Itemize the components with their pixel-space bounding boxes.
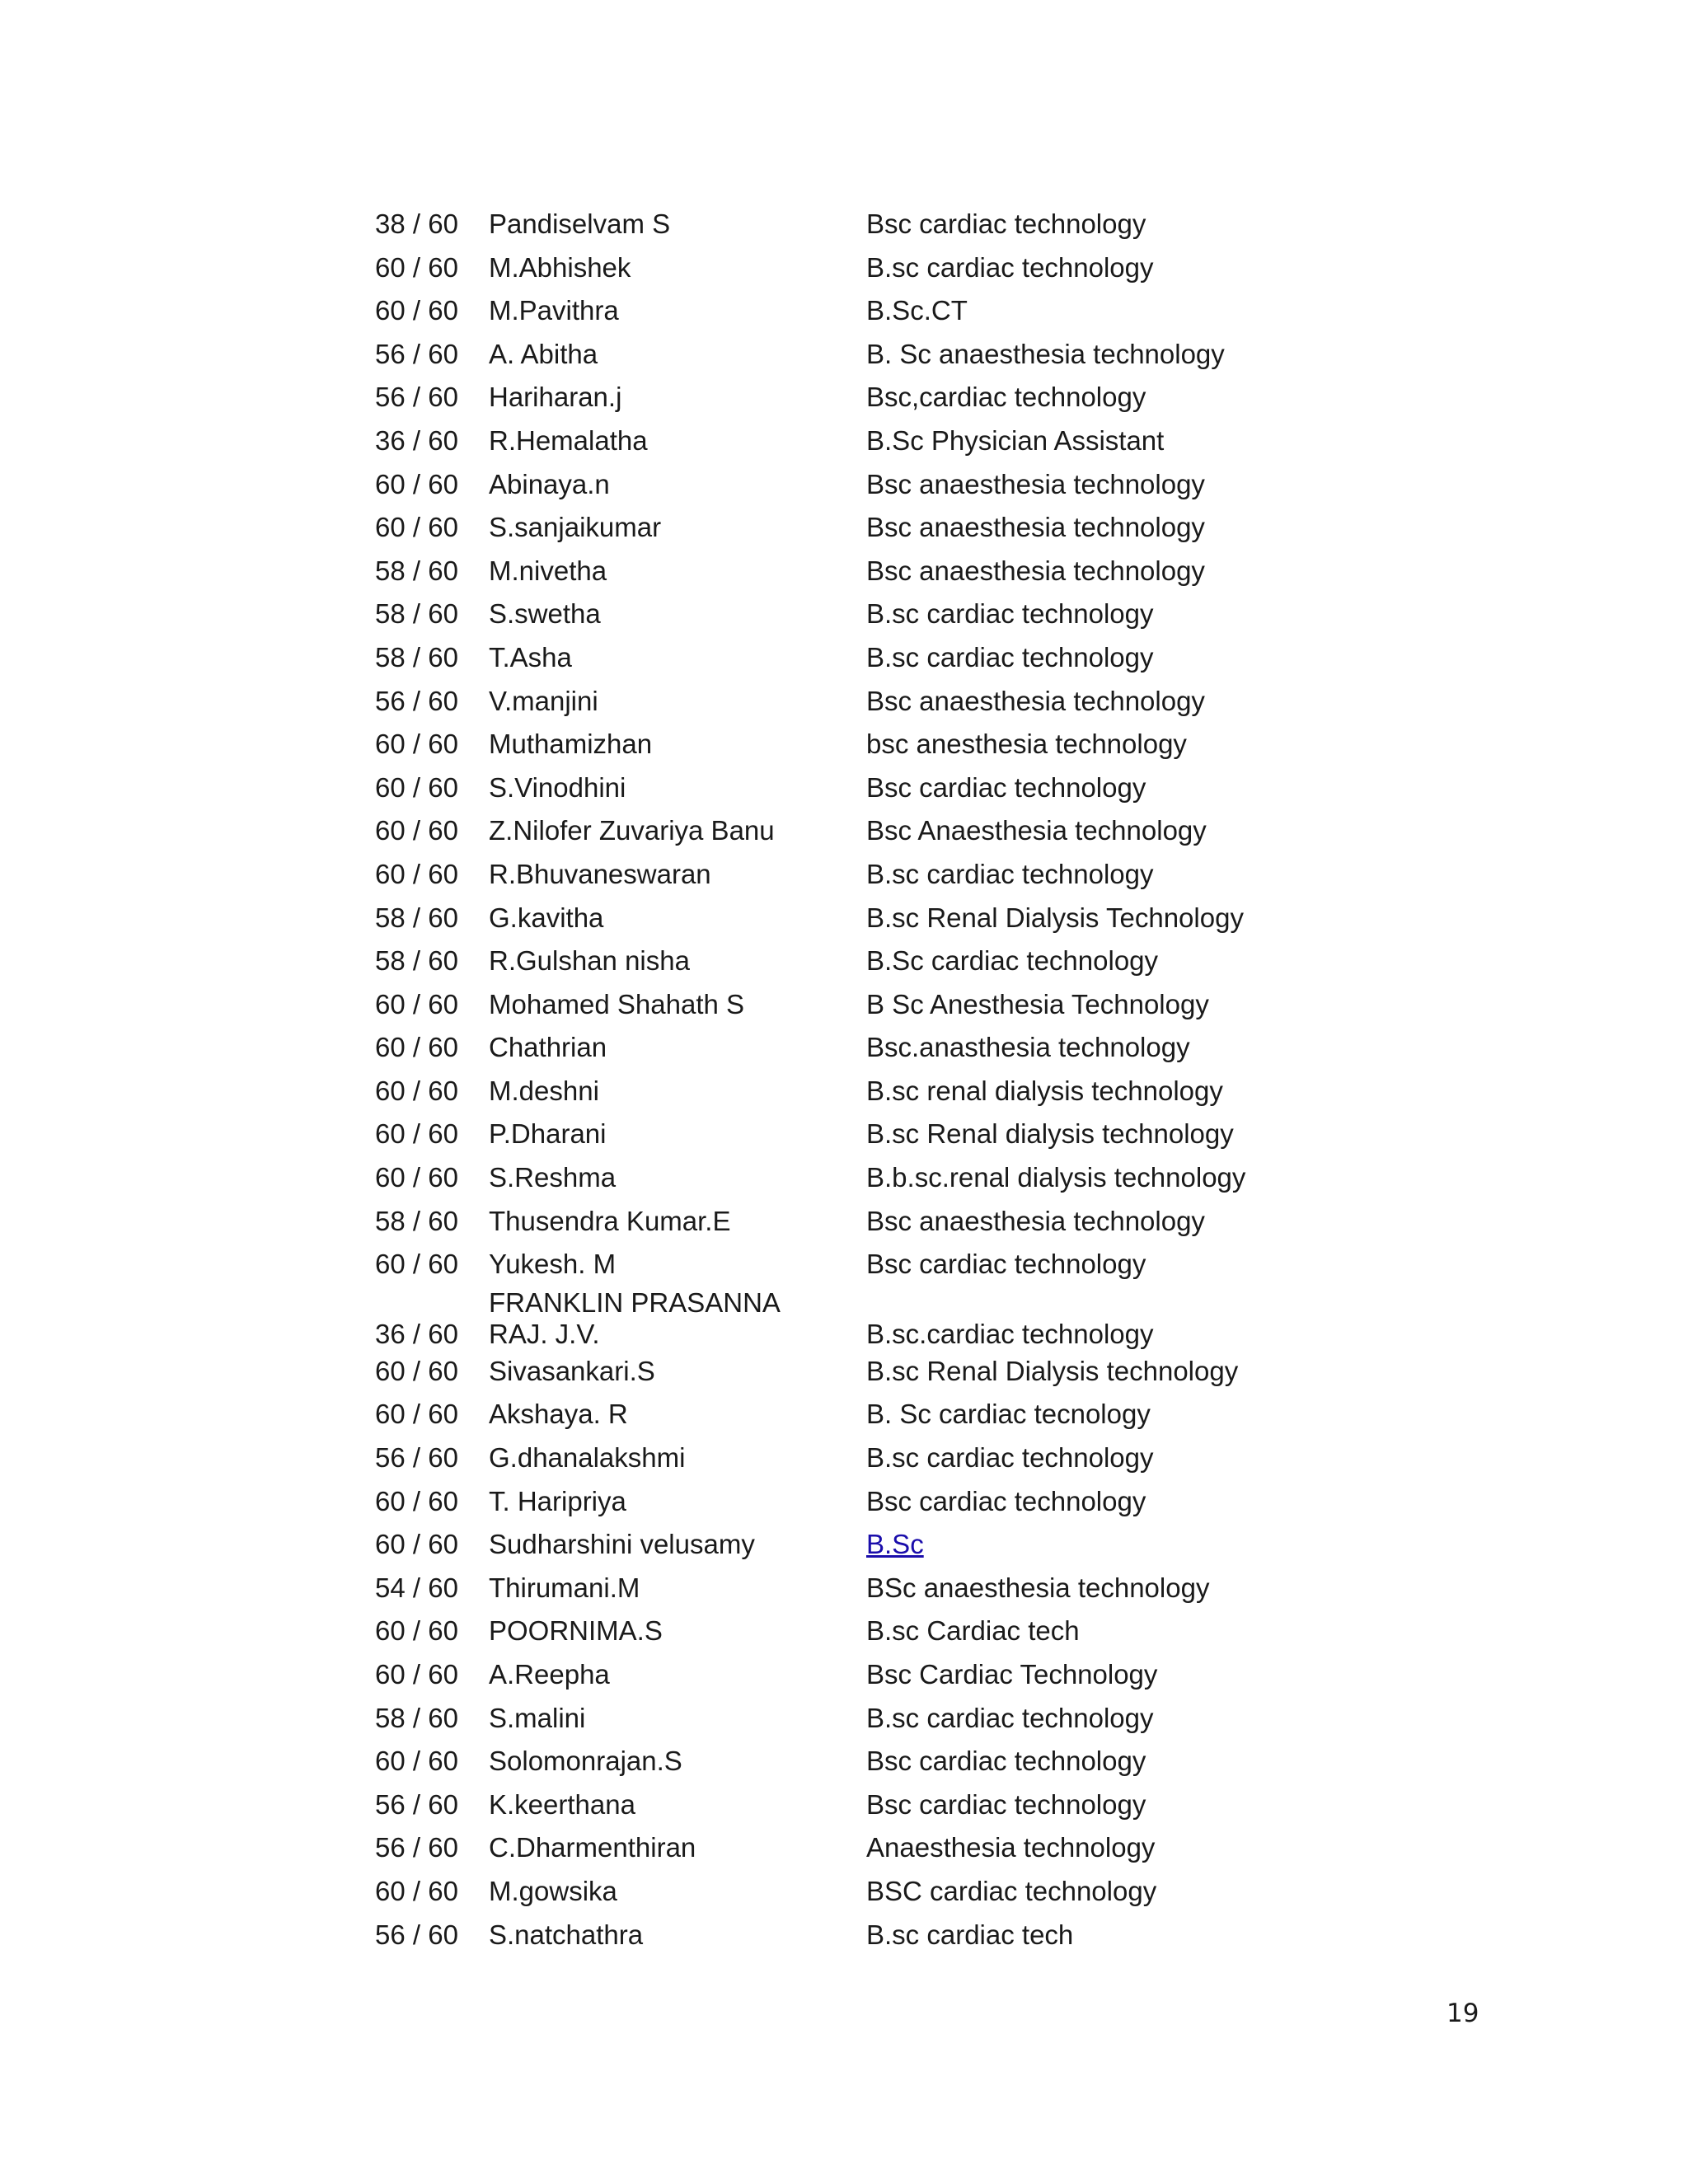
name-cell: Pandiselvam S bbox=[489, 209, 671, 239]
course-cell: B.Sc Physician Assistant bbox=[866, 424, 1165, 456]
score-cell: 56 / 60 bbox=[375, 1832, 458, 1863]
score-cell: 58 / 60 bbox=[375, 555, 458, 586]
score-cell: 60 / 60 bbox=[375, 1118, 458, 1150]
score-cell: 60 / 60 bbox=[375, 815, 458, 846]
score-cell: 60 / 60 bbox=[375, 512, 458, 543]
course-cell: B. Sc anaesthesia technology bbox=[866, 338, 1225, 369]
table-row bbox=[0, 1242, 1688, 1286]
table-row bbox=[0, 419, 1688, 462]
table-row bbox=[0, 679, 1688, 723]
score-cell: 58 / 60 bbox=[375, 1702, 458, 1733]
table-row bbox=[0, 1286, 1688, 1349]
score-cell: 58 / 60 bbox=[375, 598, 458, 630]
name-cell: K.keerthana bbox=[489, 1788, 635, 1820]
course-cell: Bsc Anaesthesia technology bbox=[866, 815, 1207, 846]
course-cell: bsc anesthesia technology bbox=[866, 729, 1187, 760]
table-row bbox=[0, 1025, 1688, 1069]
table-row bbox=[0, 1349, 1688, 1393]
table-row bbox=[0, 1825, 1688, 1869]
course-cell: B.b.sc.renal dialysis technology bbox=[866, 1162, 1246, 1193]
name-cell: Solomonrajan.S bbox=[489, 1746, 682, 1777]
score-cell: 60 / 60 bbox=[375, 1249, 458, 1280]
score-cell: 56 / 60 bbox=[375, 685, 458, 716]
course-cell: Bsc,cardiac technology bbox=[866, 382, 1146, 413]
score-cell: 56 / 60 bbox=[375, 1788, 458, 1820]
score-cell: 38 / 60 bbox=[375, 209, 458, 239]
course-cell: Bsc cardiac technology bbox=[866, 209, 1146, 239]
course-cell: B.sc cardiac technology bbox=[866, 641, 1154, 673]
course-cell: B.sc cardiac technology bbox=[866, 1702, 1154, 1733]
course-cell: B.sc Renal Dialysis technology bbox=[866, 1355, 1239, 1386]
score-cell: 60 / 60 bbox=[375, 1075, 458, 1106]
table-row bbox=[0, 375, 1688, 419]
course-cell: Bsc cardiac technology bbox=[866, 1249, 1146, 1280]
score-cell: 56 / 60 bbox=[375, 1442, 458, 1474]
name-cell: FRANKLIN PRASANNA RAJ. J.V. bbox=[489, 1286, 780, 1349]
table-row bbox=[0, 766, 1688, 809]
name-cell: M.Pavithra bbox=[489, 295, 619, 326]
table-row bbox=[0, 1392, 1688, 1436]
course-cell: Bsc anaesthesia technology bbox=[866, 1205, 1205, 1236]
score-cell: 60 / 60 bbox=[375, 1746, 458, 1777]
table-row bbox=[0, 982, 1688, 1026]
name-cell: POORNIMA.S bbox=[489, 1615, 663, 1647]
table-row bbox=[0, 288, 1688, 332]
course-cell: B. Sc cardiac tecnology bbox=[866, 1399, 1151, 1430]
table-row bbox=[0, 1069, 1688, 1113]
name-cell: R.Gulshan nisha bbox=[489, 945, 690, 977]
name-cell: T.Asha bbox=[489, 641, 572, 673]
name-cell: Thusendra Kumar.E bbox=[489, 1205, 731, 1236]
table-row bbox=[0, 896, 1688, 940]
score-cell: 60 / 60 bbox=[375, 1659, 458, 1690]
course-cell: B.Sc cardiac technology bbox=[866, 945, 1159, 977]
table-row bbox=[0, 722, 1688, 766]
results-table bbox=[0, 202, 1688, 1956]
course-cell: B.sc cardiac tech bbox=[866, 1919, 1074, 1950]
course-cell: Anaesthesia technology bbox=[866, 1832, 1156, 1863]
table-row bbox=[0, 1652, 1688, 1696]
name-cell: G.kavitha bbox=[489, 902, 604, 933]
name-cell: Muthamizhan bbox=[489, 729, 653, 760]
score-cell: 60 / 60 bbox=[375, 1875, 458, 1906]
table-row bbox=[0, 1913, 1688, 1957]
name-cell: V.manjini bbox=[489, 685, 598, 716]
score-cell: 60 / 60 bbox=[375, 251, 458, 283]
score-cell: 58 / 60 bbox=[375, 902, 458, 933]
table-row bbox=[0, 1739, 1688, 1783]
course-cell: B Sc Anesthesia Technology bbox=[866, 988, 1209, 1019]
name-cell: M.Abhishek bbox=[489, 251, 631, 283]
table-row bbox=[0, 549, 1688, 593]
name-cell: G.dhanalakshmi bbox=[489, 1442, 686, 1474]
name-cell: M.deshni bbox=[489, 1075, 599, 1106]
name-cell: Sudharshini velusamy bbox=[489, 1529, 755, 1560]
table-row bbox=[0, 246, 1688, 289]
course-cell: B.Sc.CT bbox=[866, 295, 968, 326]
score-cell: 60 / 60 bbox=[375, 1162, 458, 1193]
table-row bbox=[0, 462, 1688, 506]
course-cell: Bsc anaesthesia technology bbox=[866, 685, 1205, 716]
name-cell: Mohamed Shahath S bbox=[489, 988, 745, 1019]
course-cell: B.sc Renal Dialysis Technology bbox=[866, 902, 1244, 933]
name-cell: T. Haripriya bbox=[489, 1485, 626, 1516]
name-cell: Yukesh. M bbox=[489, 1249, 617, 1280]
table-row bbox=[0, 1522, 1688, 1566]
score-cell: 56 / 60 bbox=[375, 1919, 458, 1950]
table-row bbox=[0, 1783, 1688, 1826]
course-cell: BSc anaesthesia technology bbox=[866, 1572, 1210, 1603]
score-cell: 56 / 60 bbox=[375, 382, 458, 413]
score-cell: 60 / 60 bbox=[375, 858, 458, 889]
table-row bbox=[0, 505, 1688, 549]
name-cell: S.Vinodhini bbox=[489, 771, 626, 803]
course-cell: Bsc Cardiac Technology bbox=[866, 1659, 1158, 1690]
course-cell: B.sc cardiac technology bbox=[866, 858, 1154, 889]
name-cell: Akshaya. R bbox=[489, 1399, 628, 1430]
course-cell: Bsc cardiac technology bbox=[866, 1746, 1146, 1777]
score-cell: 36 / 60 bbox=[375, 424, 458, 456]
name-cell: R.Hemalatha bbox=[489, 424, 648, 456]
table-row bbox=[0, 939, 1688, 982]
table-row bbox=[0, 1199, 1688, 1243]
name-cell: C.Dharmenthiran bbox=[489, 1832, 696, 1863]
table-row bbox=[0, 1155, 1688, 1199]
table-row bbox=[0, 808, 1688, 852]
score-cell: 60 / 60 bbox=[375, 1032, 458, 1063]
name-cell: S.swetha bbox=[489, 598, 601, 630]
score-cell: 60 / 60 bbox=[375, 295, 458, 326]
table-row bbox=[0, 202, 1688, 246]
score-cell: 58 / 60 bbox=[375, 945, 458, 977]
table-row bbox=[0, 332, 1688, 376]
score-cell: 36 / 60 bbox=[375, 1318, 458, 1349]
table-row bbox=[0, 1609, 1688, 1652]
name-cell: S.malini bbox=[489, 1702, 586, 1733]
course-cell: Bsc cardiac technology bbox=[866, 771, 1146, 803]
score-cell: 60 / 60 bbox=[375, 468, 458, 499]
course-cell: BSC cardiac technology bbox=[866, 1875, 1157, 1906]
score-cell: 60 / 60 bbox=[375, 1615, 458, 1647]
course-cell: Bsc anaesthesia technology bbox=[866, 468, 1205, 499]
name-cell: R.Bhuvaneswaran bbox=[489, 858, 711, 889]
table-row bbox=[0, 635, 1688, 679]
course-cell: B.sc cardiac technology bbox=[866, 598, 1154, 630]
score-cell: 60 / 60 bbox=[375, 729, 458, 760]
score-cell: 60 / 60 bbox=[375, 1529, 458, 1560]
table-row bbox=[0, 1869, 1688, 1913]
name-cell: Abinaya.n bbox=[489, 468, 610, 499]
name-cell: A. Abitha bbox=[489, 338, 598, 369]
score-cell: 60 / 60 bbox=[375, 988, 458, 1019]
table-row bbox=[0, 1696, 1688, 1740]
course-cell: B.sc renal dialysis technology bbox=[866, 1075, 1223, 1106]
course-cell: Bsc cardiac technology bbox=[866, 1485, 1146, 1516]
name-cell: M.gowsika bbox=[489, 1875, 617, 1906]
table-row bbox=[0, 1479, 1688, 1523]
score-cell: 60 / 60 bbox=[375, 1399, 458, 1430]
table-row bbox=[0, 852, 1688, 896]
table-row bbox=[0, 1566, 1688, 1610]
score-cell: 60 / 60 bbox=[375, 771, 458, 803]
table-row bbox=[0, 1436, 1688, 1479]
name-cell: M.nivetha bbox=[489, 555, 607, 586]
name-cell: Chathrian bbox=[489, 1032, 607, 1063]
score-cell: 56 / 60 bbox=[375, 338, 458, 369]
name-cell: S.natchathra bbox=[489, 1919, 644, 1950]
course-cell: Bsc.anasthesia technology bbox=[866, 1032, 1190, 1063]
score-cell: 60 / 60 bbox=[375, 1485, 458, 1516]
course-cell: B.sc Cardiac tech bbox=[866, 1615, 1080, 1647]
table-row bbox=[0, 592, 1688, 635]
course-link[interactable]: B.Sc bbox=[866, 1529, 924, 1560]
course-cell: B.sc Renal dialysis technology bbox=[866, 1118, 1234, 1150]
course-cell: B.sc.cardiac technology bbox=[866, 1318, 1154, 1349]
page-number: 19 bbox=[1447, 1999, 1479, 2028]
name-cell: S.sanjaikumar bbox=[489, 512, 662, 543]
course-cell: B.sc cardiac technology bbox=[866, 1442, 1154, 1474]
name-cell: P.Dharani bbox=[489, 1118, 607, 1150]
score-cell: 60 / 60 bbox=[375, 1355, 458, 1386]
name-cell: Sivasankari.S bbox=[489, 1355, 655, 1386]
course-cell: B.sc cardiac technology bbox=[866, 251, 1154, 283]
name-cell: Hariharan.j bbox=[489, 382, 622, 413]
name-cell: S.Reshma bbox=[489, 1162, 617, 1193]
score-cell: 58 / 60 bbox=[375, 1205, 458, 1236]
name-cell: A.Reepha bbox=[489, 1659, 610, 1690]
course-cell: Bsc anaesthesia technology bbox=[866, 555, 1205, 586]
course-cell: Bsc anaesthesia technology bbox=[866, 512, 1205, 543]
table-row bbox=[0, 1112, 1688, 1155]
score-cell: 58 / 60 bbox=[375, 641, 458, 673]
name-cell: Thirumani.M bbox=[489, 1572, 640, 1603]
course-cell: Bsc cardiac technology bbox=[866, 1788, 1146, 1820]
score-cell: 54 / 60 bbox=[375, 1572, 458, 1603]
name-cell: Z.Nilofer Zuvariya Banu bbox=[489, 815, 775, 846]
